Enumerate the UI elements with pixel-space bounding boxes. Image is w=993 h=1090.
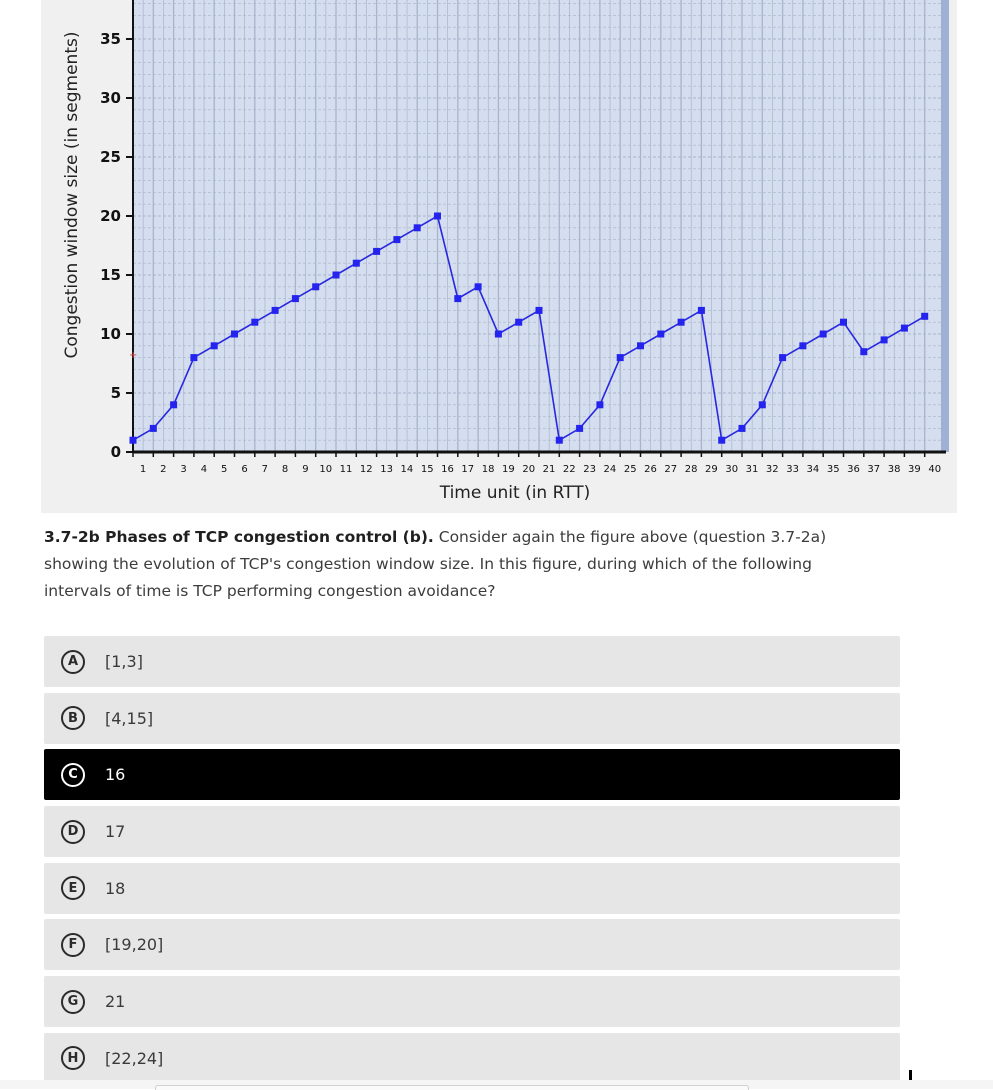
x-tick-label: 1 [139,464,147,475]
x-tick-label: 21 [542,464,556,475]
x-tick-label: 39 [908,464,921,475]
data-point [434,213,441,220]
data-point [556,437,563,444]
x-tick-label: 23 [583,464,596,475]
data-point [536,307,543,314]
y-tick-label: 15 [100,266,121,284]
x-tick-label: 18 [481,464,495,475]
x-tick-label: 35 [826,464,840,475]
x-tick-label: 7 [261,464,268,475]
option-label: [1,3] [105,652,143,671]
option-c[interactable] [44,749,900,800]
x-tick-label: 28 [684,464,698,475]
x-tick-label: 38 [887,464,901,475]
data-point [799,342,806,349]
x-tick-label: 16 [441,464,454,475]
option-letter-badge: A [61,650,85,674]
data-point [698,307,705,314]
data-point [901,325,908,332]
data-point [637,342,644,349]
option-letter-badge: C [61,763,85,787]
data-point [515,319,522,326]
x-tick-label: 26 [644,464,657,475]
data-point [921,313,928,320]
data-point [779,354,786,361]
question-body: Consider again the figure above (question 3.7-2a) showing the evolution of TCP's congestion window size. In this figure, during which of the following intervals of time is TCP performing congestion avoidance? [44,528,827,600]
option-e[interactable] [44,863,900,914]
x-tick-label: 3 [180,464,187,475]
data-point [150,425,157,432]
axis-marker-icon: + [129,350,138,362]
option-a[interactable] [44,636,900,687]
y-tick-label: 10 [100,325,121,343]
x-tick-label: 12 [359,464,373,475]
x-tick-label: 22 [562,464,576,475]
x-tick-label: 5 [221,464,228,475]
text-cursor-icon [909,1070,912,1080]
option-label: [19,20] [105,935,164,955]
x-tick-label: 11 [339,464,353,475]
x-tick-label: 40 [928,464,942,475]
option-letter-badge: E [61,876,85,900]
data-point [617,354,624,361]
option-label: [22,24] [105,1048,164,1068]
option-label: 16 [105,765,126,785]
data-point [881,336,888,343]
data-point [333,272,340,279]
x-axis-label: Time unit (in RTT) [439,483,591,503]
bottom-input-edge [155,1085,749,1090]
x-tick-label: 27 [664,464,678,475]
y-tick-label: 0 [110,443,121,461]
data-point [414,224,421,231]
data-point [312,283,319,290]
x-tick-label: 29 [705,464,718,475]
x-tick-label: 19 [502,464,515,475]
x-tick-label: 30 [725,464,739,475]
option-g[interactable] [44,976,900,1027]
data-point [657,331,664,338]
option-letter-badge: G [61,990,85,1014]
y-tick-label: 35 [100,30,121,48]
x-tick-label: 17 [461,464,475,475]
option-b[interactable] [44,693,900,744]
data-point [860,348,867,355]
x-tick-label: 15 [420,464,434,475]
option-label: 21 [105,992,126,1012]
data-point [251,319,258,326]
y-tick-label: 30 [100,89,121,107]
data-point [596,401,603,408]
y-tick-label: 5 [110,384,121,402]
data-point [272,307,279,314]
option-label: 18 [105,878,126,898]
y-axis-label: Congestion window size (in segments) [62,31,82,359]
data-point [190,354,197,361]
option-letter-badge: F [61,933,85,957]
option-letter-badge: H [61,1046,85,1070]
data-point [393,236,400,243]
x-tick-label: 24 [603,464,617,475]
plot-right-edge [941,0,949,452]
data-point [739,425,746,432]
data-point [820,331,827,338]
x-tick-label: 37 [867,464,881,475]
data-point [353,260,360,267]
y-tick-label: 20 [100,207,121,225]
question-text [44,524,874,605]
x-tick-label: 4 [200,464,208,475]
x-tick-label: 34 [806,464,820,475]
bottom-bar [0,1080,993,1089]
x-tick-label: 10 [319,464,333,475]
data-point [130,437,137,444]
x-tick-label: 2 [160,464,167,475]
data-point [170,401,177,408]
x-tick-label: 9 [302,464,309,475]
x-tick-label: 13 [380,464,393,475]
data-point [231,331,238,338]
data-point [475,283,482,290]
x-tick-label: 20 [522,464,536,475]
data-point [678,319,685,326]
option-label: 17 [105,822,126,842]
data-point [718,437,725,444]
option-f[interactable] [44,919,900,970]
data-point [759,401,766,408]
x-tick-label: 6 [241,464,248,475]
answer-options [44,636,900,1090]
x-tick-label: 31 [745,464,759,475]
data-point [211,342,218,349]
data-point [576,425,583,432]
option-d[interactable] [44,806,900,857]
data-point [454,295,461,302]
x-tick-label: 8 [281,464,289,475]
x-tick-label: 36 [847,464,860,475]
y-tick-label: 25 [100,148,121,166]
data-point [840,319,847,326]
x-tick-label: 25 [623,464,637,475]
data-point [373,248,380,255]
option-h[interactable] [44,1033,900,1084]
chart-svg [41,0,957,513]
tcp-cwnd-chart [41,0,957,513]
option-label: [4,15] [105,708,154,728]
option-letter-badge: B [61,706,85,730]
x-tick-label: 32 [765,464,779,475]
data-point [495,331,502,338]
question-title: 3.7-2b Phases of TCP congestion control (b). [44,528,434,546]
x-tick-label: 14 [400,464,414,475]
option-letter-badge: D [61,820,85,844]
x-tick-label: 33 [786,464,799,475]
data-point [292,295,299,302]
